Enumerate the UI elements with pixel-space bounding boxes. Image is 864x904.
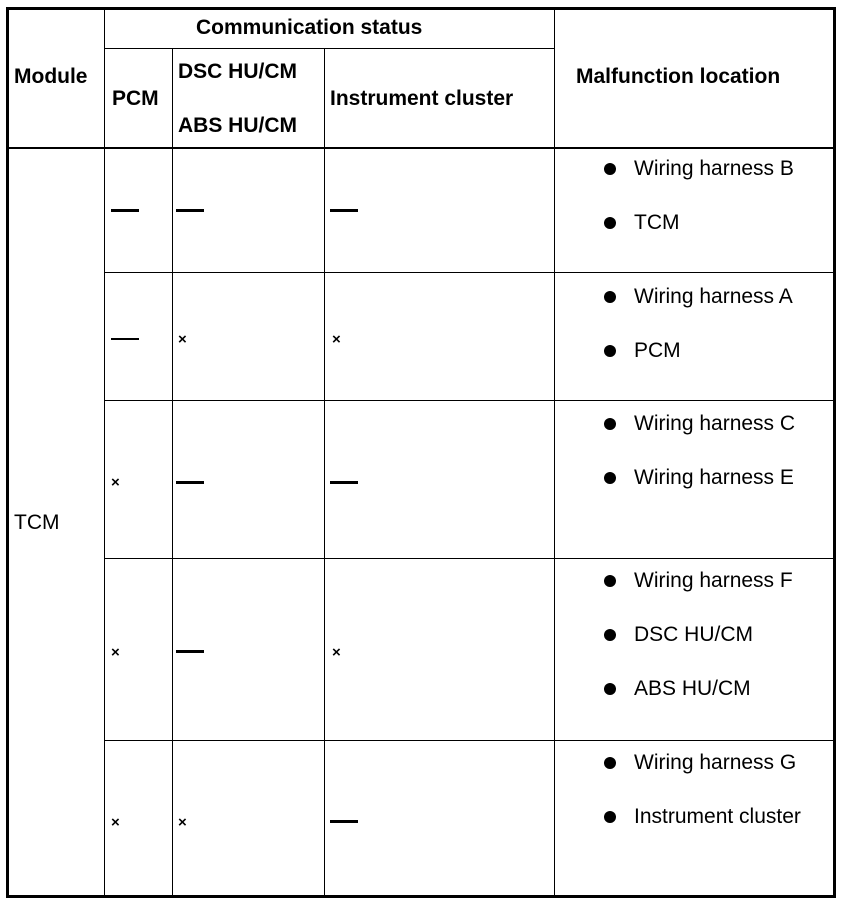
- status-fail: ×: [332, 644, 341, 661]
- status-fail: ×: [111, 644, 120, 661]
- status-fail: ×: [178, 331, 187, 348]
- status-normal: [176, 481, 204, 484]
- status-normal: [330, 820, 358, 823]
- bullet-icon: [604, 683, 616, 695]
- status-normal: [176, 650, 204, 653]
- location-item: ABS HU/CM: [600, 674, 820, 704]
- status-normal: [330, 481, 358, 484]
- col-divider-pcm: [172, 49, 173, 896]
- bullet-icon: [604, 163, 616, 175]
- status-fail: ×: [111, 814, 120, 831]
- location-item: Instrument cluster: [600, 802, 820, 832]
- row-divider-1: [104, 272, 834, 273]
- bullet-icon: [604, 217, 616, 229]
- location-item: Wiring harness C: [600, 409, 820, 439]
- header-abs: ABS HU/CM: [178, 114, 297, 137]
- malfunction-list: [600, 748, 820, 832]
- status-normal: [176, 209, 204, 212]
- header-bottom-line: [8, 147, 834, 149]
- location-item: PCM: [600, 336, 820, 366]
- status-fail: ×: [111, 474, 120, 491]
- bullet-icon: [604, 629, 616, 641]
- header-subdivider: [104, 48, 554, 49]
- header-instrument-cluster: Instrument cluster: [330, 87, 514, 110]
- row-divider-2: [104, 400, 834, 401]
- status-normal: [111, 338, 139, 340]
- header-module: Module: [14, 65, 88, 88]
- location-item: Wiring harness A: [600, 282, 820, 312]
- malfunction-list: [600, 282, 820, 366]
- module-tcm: TCM: [14, 511, 60, 534]
- malfunction-list: [600, 566, 820, 704]
- location-item: Wiring harness F: [600, 566, 820, 596]
- col-divider-instrument: [554, 8, 555, 896]
- header-dsc: DSC HU/CM: [178, 60, 297, 83]
- location-item: Wiring harness G: [600, 748, 820, 778]
- location-item: TCM: [600, 208, 820, 238]
- row-divider-4: [104, 740, 834, 741]
- status-normal: [111, 209, 139, 212]
- location-item: DSC HU/CM: [600, 620, 820, 650]
- location-item: Wiring harness B: [600, 154, 820, 184]
- bullet-icon: [604, 345, 616, 357]
- bullet-icon: [604, 291, 616, 303]
- bullet-icon: [604, 472, 616, 484]
- row-divider-3: [104, 558, 834, 559]
- col-divider-dsc: [324, 49, 325, 896]
- status-fail: ×: [332, 331, 341, 348]
- bullet-icon: [604, 757, 616, 769]
- malfunction-list: [600, 409, 820, 493]
- status-fail: ×: [178, 814, 187, 831]
- malfunction-list: [600, 154, 820, 238]
- status-normal: [330, 209, 358, 212]
- bullet-icon: [604, 418, 616, 430]
- header-communication-status: Communication status: [196, 16, 423, 39]
- location-item: Wiring harness E: [600, 463, 820, 493]
- header-pcm: PCM: [112, 87, 159, 110]
- col-divider-module: [104, 8, 105, 896]
- bullet-icon: [604, 811, 616, 823]
- header-malfunction-location: Malfunction location: [576, 65, 781, 88]
- bullet-icon: [604, 575, 616, 587]
